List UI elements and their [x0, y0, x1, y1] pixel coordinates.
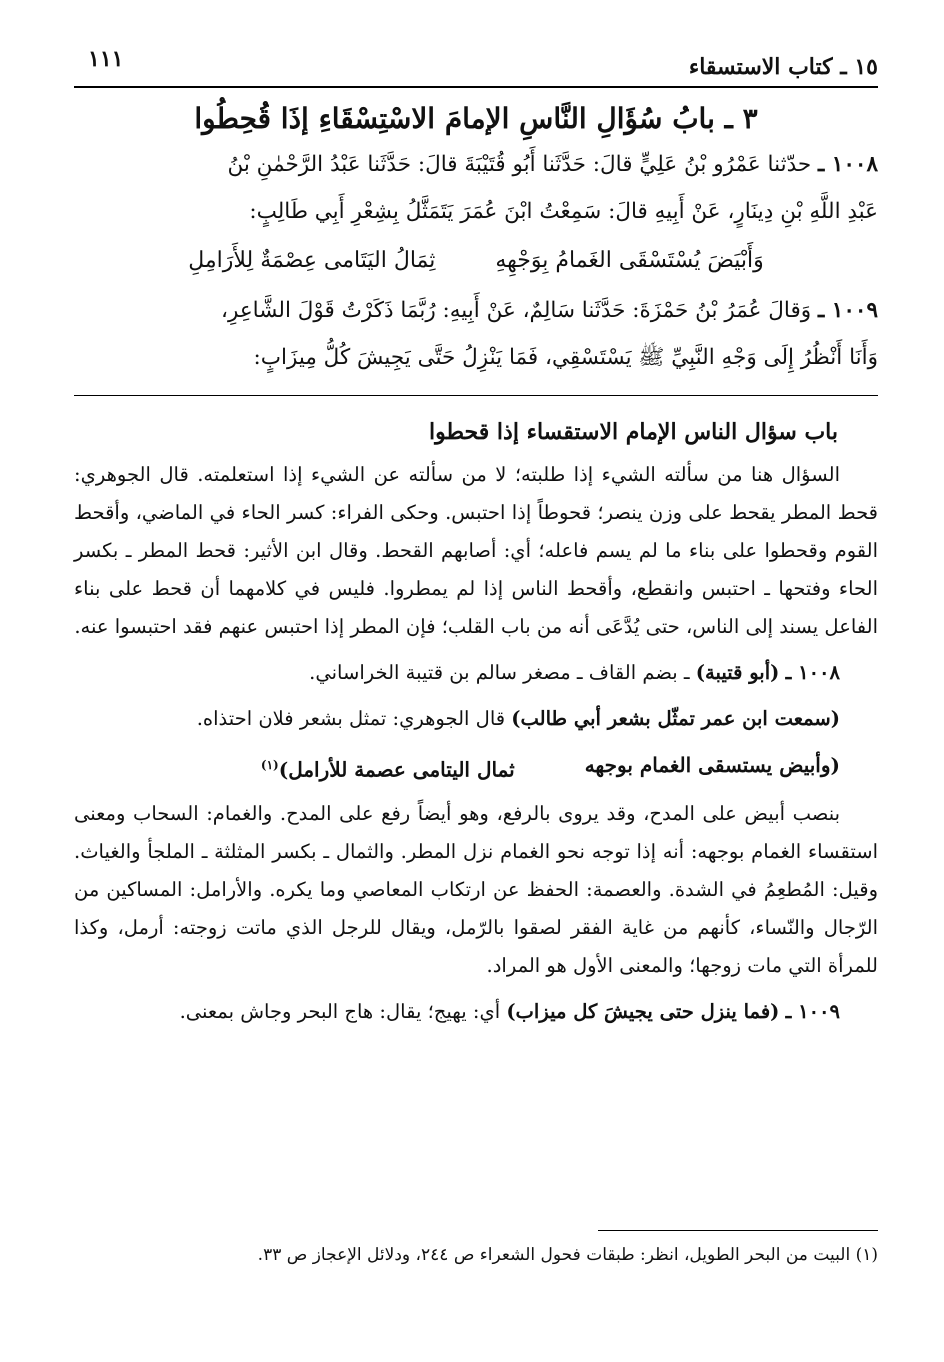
verse-first-hemistich: وَأَبْيَضَ يُسْتَسْقَى الغَمامُ بِوَجْهِهِ [495, 248, 764, 273]
sharh-1009 [74, 993, 878, 1031]
hadith-1009-text-1: وَقالَ عُمَرُ بْنُ حَمْزَةَ: حَدَّثَنا سَالِمٌ، عَنْ أَبِيهِ: رُبَّمَا ذَكَرْتُ قَوْلَ الشَّاعِرِ، [221, 298, 812, 323]
chapter-title: ١٥ ـ كتاب الاستسقاء [688, 54, 878, 80]
hadith-1009-line-2 [74, 334, 878, 381]
verse-second-hemistich: ثِمَالُ اليَتَامى عِصْمَةٌ لِلأَرَامِلِ [188, 248, 436, 273]
sharh-1009-lemma: (فما ينزل حتى يجيشَ كل ميزاب) [506, 999, 780, 1023]
sharh-1008-text: ـ بضم القاف ـ مصغر سالم بن قتيبة الخراساني. [309, 661, 690, 684]
footnote-marker: (١) [260, 758, 279, 772]
section-divider [74, 395, 878, 396]
sharh-paragraph-1: السؤال هنا من سألته الشيء إذا طلبته؛ لا من سألته عن الشيء إذا استعلمته. قال الجوهري: قحط المطر يقحط على وزن ينصر؛ قحوطاً إذا احتبس. وحكى الفراء: كسر الحاء في الماضي، وأقحط القوم وقحطوا على بناء ما لم يسم فاعله؛ أي: أصابهم القحط. وقال ابن الأثير: قحط المطر ـ بكسر الحاء وفتحها ـ احتبس وانقطع، وأقحط الناس إذا لم يمطروا. فليس في كلامهما أن قحط على بناء الفاعل يسند إلى الناس، حتى يُدَّعَى أنه من باب القلب؛ فإن المطر إذا احتبس عنهم فقد احتبسوا عنه. [74, 463, 878, 638]
sharh-sami [74, 700, 878, 738]
hadith-1009-number: ١٠٠٩ ـ [818, 298, 878, 323]
footnote: (١) البيت من البحر الطويل، انظر: طبقات فحول الشعراء ص ٢٤٤، ودلائل الإعجاز ص ٣٣. [257, 1245, 878, 1265]
hadith-1008-line-1 [74, 141, 878, 188]
hadith-1008-number: ١٠٠٨ ـ [818, 152, 878, 177]
sharh-verse-second: ثمال اليتامى عصمة للأرامل) [278, 757, 515, 782]
hadith-1008-text-2: عَبْدِ اللَّهِ بْنِ دِينَارٍ، عَنْ أَبِيهِ قالَ: سَمِعْتُ ابْنَ عُمَرَ يَتَمَثَّلُ بِشِعْرِ أَبِي طَالِبٍ: [249, 199, 878, 224]
sharh-verse [74, 746, 878, 789]
hadith-1009-text-2: وَأَنَا أَنْظُرُ إِلَى وَجْهِ النَّبِيِّ ﷺ يَسْتَسْقِي، فَمَا يَنْزِلُ حَتَّى يَجِيشَ كُلُّ مِيزَابٍ: [253, 345, 878, 370]
hadith-1008-line-2 [74, 188, 878, 235]
header-rule [74, 86, 878, 88]
sharh-title: باب سؤال الناس الإمام الاستقساء إذا قحطوا [429, 419, 838, 445]
sharh-1008-number: ١٠٠٨ ـ [785, 661, 840, 684]
sharh-verse-second-wrap [261, 746, 515, 789]
book-page [74, 40, 878, 1362]
poem-verse [74, 235, 878, 287]
sharh-1009-number: ١٠٠٩ ـ [785, 999, 840, 1023]
sharh-sami-lemma: (سمعت ابن عمر تمثّل بشعر أبي طالب) [511, 707, 840, 730]
sharh-1009-text: أي: يهيج؛ يقال: هاج البحر وجاش بمعنى. [179, 999, 501, 1023]
hadith-1008-text-1: حدّثنا عَمْرُو بْنُ عَلِيٍّ قالَ: حَدَّثَنا أَبُو قُتَيْبَةَ قالَ: حَدَّثَنا عَبْدُ الرَّحْمٰنِ بْنُ [227, 152, 812, 177]
footnote-rule [598, 1230, 878, 1231]
sharh-1008-lemma: (أبو قتيبة) [695, 661, 780, 684]
sharh-verse-first: (وأبيض يستسقى الغمام بوجهه [584, 753, 840, 777]
sharh-section [74, 414, 878, 1031]
sharh-sami-text: قال الجوهري: تمثل بشعر فلان احتذاه. [196, 707, 506, 730]
sharh-paragraph-2: بنصب أبيض على المدح، وقد يروى بالرفع، وهو أيضاً رفع على المدح. والغمام: السحاب ومعنى استقساء الغمام بوجهه: أنه إذا توجه نحو الغمام نزل المطر. والثمال ـ بكسر المثلثة ـ الملجأ والغياث. وقيل: المُطعِمُ في الشدة. والعصمة: الحفظ عن ارتكاب المعاصي وما يكره. والأرامل: المساكين من الرّجال والنّساء، كأنهم من غاية الفقر لصقوا بالرّمل، ويقال للرجل الذي ماتت زوجته: أرمل، وكذا للمرأة التي مات زوجها؛ والمعنى الأول هو المراد. [74, 801, 878, 977]
bab-title: ٣ ـ بابُ سُؤَالِ النَّاسِ الإمامَ الاسْتِسْقَاءِ إذَا قُحِطُوا [194, 102, 758, 135]
matn-section [74, 141, 878, 381]
page-number: ١١١ [88, 46, 124, 72]
page-header [74, 40, 878, 86]
hadith-1009-line-1 [74, 287, 878, 334]
sharh-1008 [74, 654, 878, 692]
